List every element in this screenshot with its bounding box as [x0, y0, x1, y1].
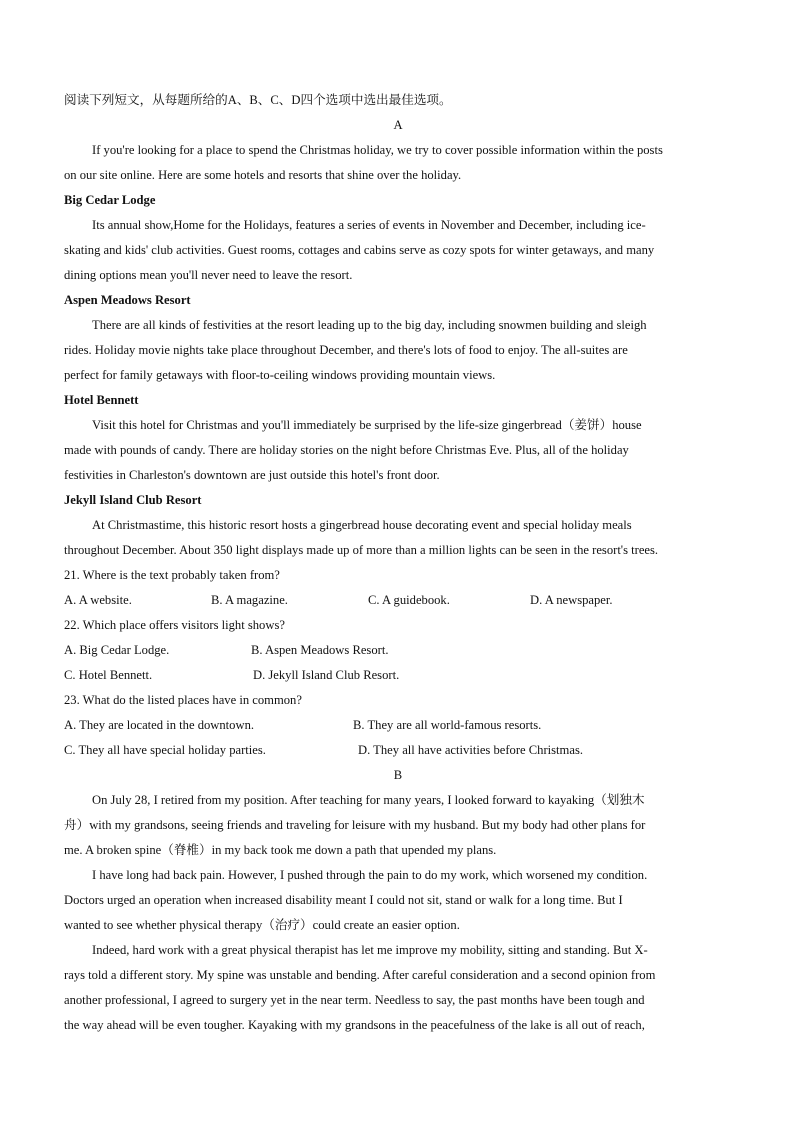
option-a: A. A website.	[64, 593, 132, 607]
question-23-stem: 23. What do the listed places have in common?	[64, 693, 302, 707]
question-23-options	[64, 738, 732, 763]
option-a: A. Big Cedar Lodge.	[64, 643, 170, 657]
section-text-line: rides. Holiday movie nights take place throughout December, and there's lots of food to enjoy. The all-suites are	[64, 343, 628, 357]
section-title-jekyll-island-club-resort: Jekyll Island Club Resort	[64, 493, 202, 507]
section-text-line: At Christmastime, this historic resort hosts a gingerbread house decorating event and special holiday meals	[92, 518, 632, 532]
option-d: D. They all have activities before Christmas.	[358, 743, 583, 757]
section-text-line: Its annual show,Home for the Holidays, features a series of events in November and December, including ice-	[92, 218, 646, 232]
section-text-line: perfect for family getaways with floor-to-ceiling windows providing mountain views.	[64, 368, 496, 382]
section-title-hotel-bennett: Hotel Bennett	[64, 393, 139, 407]
section-text-line: There are all kinds of festivities at the resort leading up to the big day, including snowmen building and sleigh	[92, 318, 647, 332]
passage-a-letter: A	[393, 118, 403, 132]
question-21-options	[64, 588, 732, 613]
question-22-options	[64, 663, 732, 688]
question-23-options	[64, 713, 732, 738]
section-text-line: throughout December. About 350 light displays made up of more than a million lights can be seen in the resort's trees.	[64, 543, 659, 557]
section-text-line: Visit this hotel for Christmas and you'll immediately be surprised by the life-size gingerbread（姜饼）house	[92, 418, 642, 432]
passage-a-intro-line: on our site online. Here are some hotels and resorts that shine over the holiday.	[64, 168, 462, 182]
section-title-big-cedar-lodge: Big Cedar Lodge	[64, 193, 156, 207]
passage-b-line: another professional, I agreed to surgery yet in the near term. Needless to say, the past months have been tough and	[64, 993, 645, 1007]
passage-b-line: I have long had back pain. However, I pushed through the pain to do my work, which worsened my condition.	[92, 868, 648, 882]
option-c: C. They all have special holiday parties.	[64, 743, 266, 757]
exam-page	[64, 88, 732, 1038]
option-d: D. Jekyll Island Club Resort.	[253, 668, 400, 682]
passage-b-line: Indeed, hard work with a great physical therapist has let me improve my mobility, sitting and standing. But X-	[92, 943, 648, 957]
instruction: 阅读下列短文，从每题所给的A、B、C、D四个选项中选出最佳选项。	[64, 93, 452, 107]
passage-b-line: the way ahead will be even tougher. Kayaking with my grandsons in the peacefulness of the lake is all out of reach,	[64, 1018, 645, 1032]
section-text-line: festivities in Charleston's downtown are just outside this hotel's front door.	[64, 468, 440, 482]
option-b: B. They are all world-famous resorts.	[353, 718, 542, 732]
section-text-line: skating and kids' club activities. Guest rooms, cottages and cabins serve as cozy spots for winter getaways, and many	[64, 243, 655, 257]
question-21-stem: 21. Where is the text probably taken from?	[64, 568, 280, 582]
passage-b-line: me. A broken spine（脊椎）in my back took me down a path that upended my plans.	[64, 843, 497, 857]
passage-b-line: 舟）with my grandsons, seeing friends and traveling for leisure with my husband. But my body had other plans for	[64, 818, 646, 832]
section-text-line: made with pounds of candy. There are holiday stories on the night before Christmas Eve. Plus, all of the holiday	[64, 443, 629, 457]
question-22-stem: 22. Which place offers visitors light shows?	[64, 618, 285, 632]
option-c: C. A guidebook.	[368, 593, 450, 607]
option-b: B. A magazine.	[211, 593, 288, 607]
question-22-options	[64, 638, 732, 663]
section-text-line: dining options mean you'll never need to leave the resort.	[64, 268, 353, 282]
passage-b-line: Doctors urged an operation when increased disability meant I could not sit, stand or walk for a long time. But I	[64, 893, 623, 907]
passage-b-line: On July 28, I retired from my position. After teaching for many years, I looked forward to kayaking（划独木	[92, 793, 645, 807]
passage-b-line: wanted to see whether physical therapy（治疗）could create an easier option.	[64, 918, 460, 932]
section-title-aspen-meadows-resort: Aspen Meadows Resort	[64, 293, 191, 307]
option-c: C. Hotel Bennett.	[64, 668, 153, 682]
passage-b-letter: B	[393, 768, 403, 782]
option-d: D. A newspaper.	[530, 593, 613, 607]
option-a: A. They are located in the downtown.	[64, 718, 255, 732]
passage-b-line: rays told a different story. My spine was unstable and bending. After careful consideration and a second opinion from	[64, 968, 656, 982]
passage-a-intro-line: If you're looking for a place to spend the Christmas holiday, we try to cover possible information within the posts	[92, 143, 663, 157]
option-b: B. Aspen Meadows Resort.	[251, 643, 389, 657]
